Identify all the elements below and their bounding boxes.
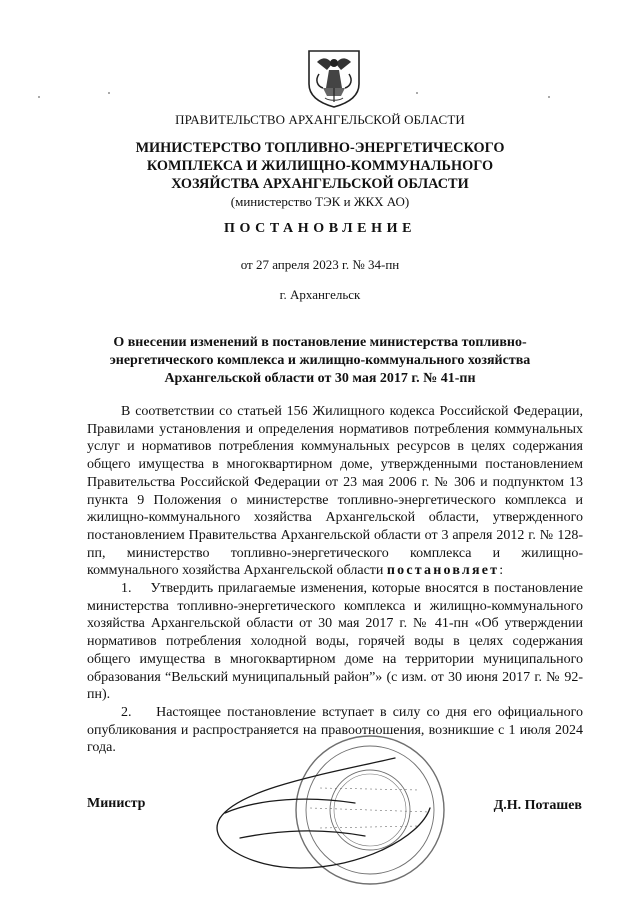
item-1-paragraph: 1. Утвердить прилагаемые изменения, которые вносятся в постановление министерства топливно-энергетического комплекса и жилищно-коммунального хозяйства Архангельской области от 30 мая 2017 г. № 41-пн «Об утверждении нормативов потребления холодной воды, горячей воды в целях содержания общего имущества в многоквартирном доме на территории муниципального образования “Вельский муниципальный район”» (с изм. от 30 июня 2017 г. № 92-пн). bbox=[87, 581, 583, 703]
scan-speck bbox=[416, 92, 418, 94]
preamble-text: В соответствии со статьей 156 Жилищного кодекса Российской Федерации, Правилами установления и определения нормативов потребления коммунальных услуг и нормативов потребления коммунальных ресурсов в целях содержания общего имущества в многоквартирном доме, утвержденными постановлением Правительства Российской Федерации от 23 мая 2006 г. № 306 и подпунктом 13 пункта 9 Положения о министерстве топливно-энергетического комплекса и жилищно-коммунального хозяйства Архангельской области, утвержденного постановлением Правительства Архангельской области от 3 апреля 2012 г. № 128-пп, министерство топливно-энергетического комплекса и жилищно-коммунального хозяйства Архангельской области bbox=[87, 404, 583, 579]
coat-of-arms-icon bbox=[305, 48, 363, 108]
official-seal-and-signature bbox=[180, 718, 470, 898]
item-2-paragraph: 2. Настоящее постановление вступает в силу со дня его официального опубликования и распространяется на правоотношения, возникшие с 1 июля 2024 года. bbox=[87, 704, 583, 756]
government-name: ПРАВИТЕЛЬСТВО АРХАНГЕЛЬСКОЙ ОБЛАСТИ bbox=[175, 112, 465, 127]
resolves-colon: : bbox=[499, 563, 504, 579]
ministry-line: ХОЗЯЙСТВА АРХАНГЕЛЬСКОЙ ОБЛАСТИ bbox=[171, 176, 469, 192]
date-and-number: от 27 апреля 2023 г. № 34-пн bbox=[240, 257, 400, 272]
ministry-line: МИНИСТЕРСТВО ТОПЛИВНО-ЭНЕРГЕТИЧЕСКОГО bbox=[135, 140, 505, 156]
ministry-line: КОМПЛЕКСА И ЖИЛИЩНО-КОММУНАЛЬНОГО bbox=[146, 158, 494, 174]
ministry-short-name: (министерство ТЭК и ЖКХ АО) bbox=[230, 194, 410, 209]
scan-speck bbox=[108, 92, 110, 94]
ministry-name bbox=[0, 139, 640, 211]
signatory-name: Д.Н. Поташев bbox=[493, 798, 582, 813]
resolves-keyword: постановляет bbox=[386, 563, 500, 579]
document-type: ПОСТАНОВЛЕНИЕ bbox=[223, 221, 417, 236]
title-line: Архангельской области от 30 мая 2017 г. № 41-пн bbox=[164, 371, 476, 386]
title-line: О внесении изменений в постановление министерства топливно- bbox=[113, 335, 527, 350]
scan-speck bbox=[548, 96, 550, 98]
scan-speck bbox=[38, 96, 40, 98]
document-title bbox=[0, 334, 640, 388]
city: г. Архангельск bbox=[279, 287, 361, 302]
document-body bbox=[87, 403, 583, 757]
preamble-paragraph bbox=[87, 403, 583, 580]
title-line: энергетического комплекса и жилищно-коммунального хозяйства bbox=[109, 353, 531, 368]
signatory-role: Министр bbox=[87, 796, 146, 811]
